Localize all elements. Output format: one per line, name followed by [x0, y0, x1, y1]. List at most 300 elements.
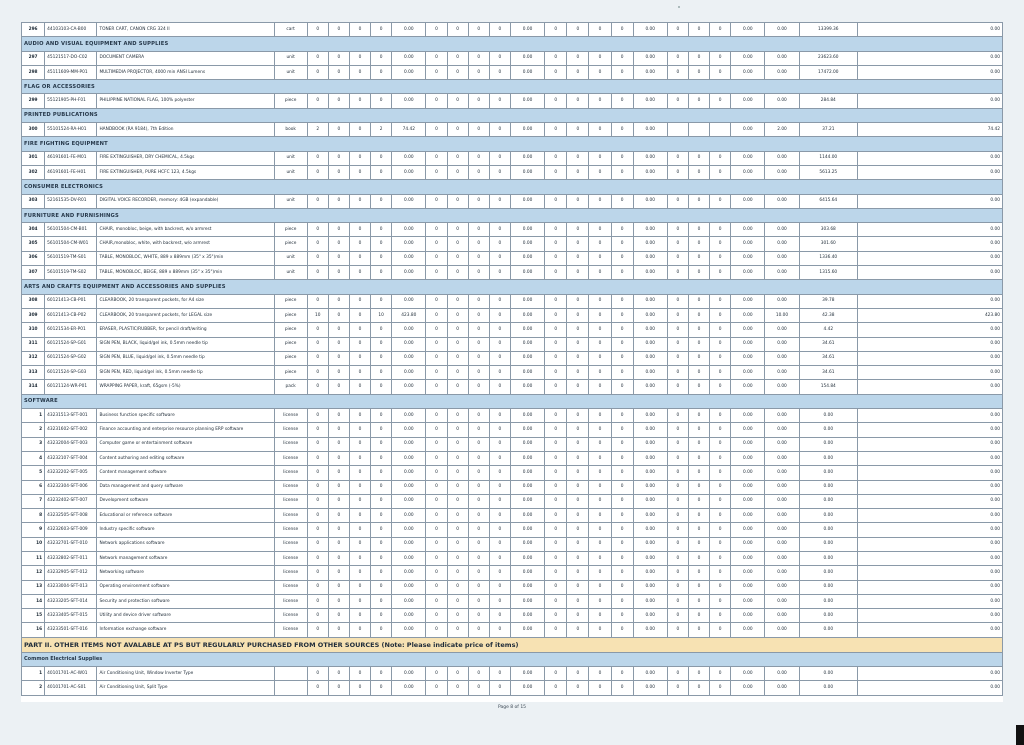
value-cell: 0	[545, 251, 567, 265]
value-cell: 0	[710, 409, 731, 423]
value-cell: 0	[426, 594, 447, 608]
value-cell: 0	[589, 223, 611, 237]
value-cell: 0	[328, 123, 349, 137]
value-cell: 0	[307, 366, 328, 380]
value-cell: 0	[567, 494, 589, 508]
value-cell: 0	[589, 451, 611, 465]
item-code-cell: 43233501-SFT-016	[45, 623, 97, 637]
value-cell: 0.00	[392, 380, 426, 394]
value-cell: 0	[426, 466, 447, 480]
item-number-cell: 308	[22, 294, 45, 308]
total-amount-cell: 0.00	[857, 65, 1002, 79]
value-cell: 0	[611, 23, 633, 37]
value-cell: 0	[688, 337, 709, 351]
value-cell: 0	[545, 523, 567, 537]
value-cell: 0.00	[392, 194, 426, 208]
value-cell: 0	[447, 237, 468, 251]
value-cell: 0	[371, 194, 392, 208]
item-description-cell: Network applications software	[97, 537, 274, 551]
value-cell: 0	[468, 366, 489, 380]
value-cell: 0	[371, 366, 392, 380]
value-cell: 0	[349, 223, 370, 237]
value-cell: 0	[710, 194, 731, 208]
value-cell: 0	[688, 308, 709, 322]
value-cell: 0	[489, 537, 510, 551]
value-cell: 0.00	[510, 609, 544, 623]
table-row	[22, 681, 1003, 695]
value-cell: 0.00	[765, 623, 799, 637]
value-cell: 0	[426, 451, 447, 465]
table-row	[22, 237, 1003, 251]
value-cell: 0	[545, 351, 567, 365]
value-cell: 0	[447, 351, 468, 365]
value-cell: 1336.40	[799, 251, 857, 265]
value-cell: 0	[489, 323, 510, 337]
value-cell: 0	[710, 623, 731, 637]
unit-cell: unit	[274, 266, 307, 280]
value-cell: 0	[545, 580, 567, 594]
value-cell: 0.00	[633, 494, 667, 508]
item-code-cell: 60121413-CB-P01	[45, 294, 97, 308]
value-cell: 0	[611, 451, 633, 465]
value-cell: 39.78	[799, 294, 857, 308]
value-cell: 0	[489, 23, 510, 37]
value-cell: 0	[667, 466, 688, 480]
value-cell: 0	[688, 566, 709, 580]
value-cell: 0.00	[633, 94, 667, 108]
item-description-cell: Information exchange software	[97, 623, 274, 637]
item-description-cell: Networking software	[97, 566, 274, 580]
unit-cell: unit	[274, 251, 307, 265]
value-cell: 0	[371, 681, 392, 695]
value-cell: 0	[468, 308, 489, 322]
value-cell: 0	[468, 65, 489, 79]
value-cell: 0	[589, 494, 611, 508]
value-cell: 0	[567, 509, 589, 523]
value-cell: 0	[328, 94, 349, 108]
value-cell: 0	[489, 380, 510, 394]
value-cell: 0.00	[799, 551, 857, 565]
value-cell: 0.00	[799, 466, 857, 480]
value-cell: 0	[489, 237, 510, 251]
value-cell: 0	[667, 494, 688, 508]
value-cell: 0	[545, 466, 567, 480]
item-code-cell: 43233004-SFT-013	[45, 580, 97, 594]
value-cell: 0	[307, 223, 328, 237]
table-row	[22, 409, 1003, 423]
value-cell: 0	[667, 437, 688, 451]
value-cell: 23623.60	[799, 51, 857, 65]
value-cell: 0.00	[765, 237, 799, 251]
item-description-cell: Industry specific software	[97, 523, 274, 537]
value-cell: 0	[349, 551, 370, 565]
value-cell: 0	[447, 94, 468, 108]
value-cell: 0	[667, 51, 688, 65]
value-cell: 0	[545, 151, 567, 165]
value-cell: 0	[426, 123, 447, 137]
value-cell: 0.00	[510, 409, 544, 423]
value-cell: 0	[710, 609, 731, 623]
value-cell: 0	[371, 294, 392, 308]
scan-speck	[678, 6, 680, 8]
value-cell: 0.00	[765, 609, 799, 623]
total-amount-cell: 0.00	[857, 594, 1002, 608]
value-cell: 0.00	[633, 294, 667, 308]
value-cell: 0.00	[731, 551, 765, 565]
value-cell: 0	[589, 681, 611, 695]
value-cell: 0	[545, 51, 567, 65]
category-row	[22, 137, 1003, 151]
value-cell: 0	[567, 466, 589, 480]
item-number-cell: 13	[22, 580, 45, 594]
value-cell: 0	[688, 494, 709, 508]
value-cell: 0	[307, 151, 328, 165]
value-cell: 0.00	[510, 366, 544, 380]
value-cell: 0.00	[765, 94, 799, 108]
value-cell	[710, 123, 731, 137]
item-number-cell: 301	[22, 151, 45, 165]
value-cell: 0	[611, 681, 633, 695]
table-row	[22, 323, 1003, 337]
value-cell: 0.00	[392, 366, 426, 380]
value-cell: 2	[371, 123, 392, 137]
value-cell: 0	[589, 537, 611, 551]
total-amount-cell: 0.00	[857, 151, 1002, 165]
category-label: CONSUMER ELECTRONICS	[22, 180, 1003, 194]
item-description-cell: Finance accounting and enterprise resource planning ERP software	[97, 423, 274, 437]
value-cell: 0.00	[765, 509, 799, 523]
value-cell: 0	[349, 94, 370, 108]
value-cell: 0	[688, 409, 709, 423]
item-code-cell: 56101519-TM-S01	[45, 251, 97, 265]
item-code-cell: 43232603-SFT-009	[45, 523, 97, 537]
value-cell: 0	[688, 380, 709, 394]
item-number-cell: 2	[22, 681, 45, 695]
value-cell: 0	[349, 237, 370, 251]
value-cell: 0	[468, 409, 489, 423]
value-cell: 0	[307, 551, 328, 565]
total-amount-cell: 0.00	[857, 466, 1002, 480]
value-cell: 0	[426, 294, 447, 308]
total-amount-cell: 0.00	[857, 509, 1002, 523]
value-cell: 0.00	[799, 609, 857, 623]
value-cell: 0.00	[765, 151, 799, 165]
total-amount-cell: 0.00	[857, 480, 1002, 494]
value-cell: 0	[468, 380, 489, 394]
value-cell: 0	[307, 509, 328, 523]
value-cell: 0	[589, 94, 611, 108]
value-cell: 0	[589, 308, 611, 322]
value-cell: 0.00	[392, 466, 426, 480]
value-cell: 0	[447, 151, 468, 165]
value-cell: 0.00	[633, 51, 667, 65]
item-number-cell: 9	[22, 523, 45, 537]
value-cell: 0	[371, 409, 392, 423]
value-cell: 0.00	[799, 681, 857, 695]
value-cell: 0	[307, 165, 328, 179]
value-cell: 0	[468, 523, 489, 537]
value-cell: 0	[468, 437, 489, 451]
value-cell: 0	[307, 423, 328, 437]
value-cell: 0.00	[765, 537, 799, 551]
value-cell: 0	[667, 609, 688, 623]
value-cell: 0.00	[731, 65, 765, 79]
value-cell: 0.00	[633, 351, 667, 365]
value-cell: 0	[567, 366, 589, 380]
value-cell: 0	[468, 294, 489, 308]
value-cell: 0	[349, 480, 370, 494]
value-cell: 0	[328, 437, 349, 451]
value-cell: 0	[426, 351, 447, 365]
value-cell: 0	[589, 351, 611, 365]
item-number-cell: 1	[22, 667, 45, 681]
total-amount-cell: 423.80	[857, 308, 1002, 322]
value-cell: 0.00	[392, 451, 426, 465]
value-cell: 0.00	[765, 366, 799, 380]
value-cell: 0.00	[510, 65, 544, 79]
total-amount-cell: 0.00	[857, 580, 1002, 594]
value-cell: 0	[611, 308, 633, 322]
value-cell: 0	[611, 123, 633, 137]
item-number-cell: 1	[22, 409, 45, 423]
value-cell: 284.84	[799, 94, 857, 108]
value-cell: 0	[349, 609, 370, 623]
value-cell: 0	[328, 366, 349, 380]
value-cell: 0.00	[392, 323, 426, 337]
value-cell: 0	[468, 23, 489, 37]
value-cell: 0	[468, 623, 489, 637]
value-cell: 0	[589, 466, 611, 480]
value-cell: 0.00	[510, 623, 544, 637]
value-cell: 0	[688, 151, 709, 165]
item-code-cell: 60121124-WR-P01	[45, 380, 97, 394]
table-row	[22, 251, 1003, 265]
unit-cell: pack	[274, 380, 307, 394]
table-row	[22, 494, 1003, 508]
value-cell: 0.00	[510, 94, 544, 108]
value-cell: 10.00	[765, 308, 799, 322]
value-cell: 0	[611, 667, 633, 681]
value-cell: 0	[667, 323, 688, 337]
value-cell: 0.00	[765, 566, 799, 580]
value-cell: 0	[349, 380, 370, 394]
value-cell: 0	[611, 366, 633, 380]
item-number-cell: 7	[22, 494, 45, 508]
page-number: Page 8 of 15	[497, 705, 527, 710]
unit-cell	[274, 667, 307, 681]
value-cell: 0.00	[392, 523, 426, 537]
value-cell: 0	[567, 409, 589, 423]
value-cell: 0.00	[731, 409, 765, 423]
value-cell: 0	[371, 551, 392, 565]
value-cell: 0	[468, 165, 489, 179]
value-cell: 0.00	[765, 65, 799, 79]
value-cell: 0	[349, 65, 370, 79]
value-cell: 0.00	[765, 409, 799, 423]
item-description-cell: CLEARBOOK, 20 transparent pockets, for A4 size	[97, 294, 274, 308]
value-cell: 0	[307, 337, 328, 351]
item-number-cell: 303	[22, 194, 45, 208]
value-cell: 0.00	[510, 323, 544, 337]
value-cell: 0.00	[633, 480, 667, 494]
value-cell: 0	[328, 494, 349, 508]
value-cell: 0	[371, 423, 392, 437]
value-cell: 0	[468, 251, 489, 265]
item-description-cell: SIGN PEN, BLUE, liquid/gel ink, 0.5mm needle tip	[97, 351, 274, 365]
value-cell: 0	[489, 194, 510, 208]
value-cell: 0	[688, 594, 709, 608]
value-cell: 0	[710, 537, 731, 551]
value-cell: 0	[426, 681, 447, 695]
value-cell: 0	[489, 623, 510, 637]
value-cell: 0	[371, 437, 392, 451]
value-cell: 0	[667, 623, 688, 637]
value-cell: 0	[567, 451, 589, 465]
value-cell: 0	[589, 123, 611, 137]
value-cell: 37.21	[799, 123, 857, 137]
value-cell: 0	[426, 51, 447, 65]
value-cell: 0	[567, 480, 589, 494]
item-description-cell: Security and protection software	[97, 594, 274, 608]
value-cell: 0.00	[731, 251, 765, 265]
unit-cell: license	[274, 437, 307, 451]
category-label: FIRE FIGHTING EQUIPMENT	[22, 137, 1003, 151]
value-cell: 0	[589, 323, 611, 337]
value-cell: 0	[710, 65, 731, 79]
value-cell: 0	[688, 437, 709, 451]
value-cell: 0	[307, 323, 328, 337]
value-cell: 2.00	[765, 123, 799, 137]
value-cell: 0	[489, 151, 510, 165]
table-row	[22, 308, 1003, 322]
value-cell: 0	[611, 323, 633, 337]
unit-cell: unit	[274, 165, 307, 179]
value-cell: 0.00	[510, 308, 544, 322]
item-code-cell: 43232304-SFT-006	[45, 480, 97, 494]
unit-cell: license	[274, 594, 307, 608]
value-cell: 0	[710, 667, 731, 681]
category-row	[22, 80, 1003, 94]
value-cell: 0.00	[799, 623, 857, 637]
value-cell: 0.00	[510, 251, 544, 265]
unit-cell	[274, 681, 307, 695]
item-description-cell: WRAPPING PAPER, kraft, 65gsm (-5%)	[97, 380, 274, 394]
value-cell: 0.00	[731, 237, 765, 251]
value-cell: 0	[567, 51, 589, 65]
value-cell: 0	[667, 423, 688, 437]
value-cell: 0	[589, 151, 611, 165]
value-cell: 0	[468, 423, 489, 437]
value-cell: 0	[545, 480, 567, 494]
value-cell: 0	[349, 337, 370, 351]
value-cell: 0.00	[731, 165, 765, 179]
total-amount-cell: 0.00	[857, 351, 1002, 365]
value-cell: 423.80	[392, 308, 426, 322]
value-cell: 0	[468, 480, 489, 494]
value-cell: 0	[468, 681, 489, 695]
value-cell: 0.00	[799, 494, 857, 508]
value-cell: 0.00	[510, 294, 544, 308]
value-cell: 154.84	[799, 380, 857, 394]
value-cell: 0	[426, 380, 447, 394]
value-cell: 0	[667, 223, 688, 237]
value-cell: 0.00	[799, 451, 857, 465]
value-cell: 0	[426, 323, 447, 337]
value-cell: 0.00	[510, 23, 544, 37]
value-cell: 0	[307, 294, 328, 308]
value-cell: 0	[567, 437, 589, 451]
value-cell: 0	[710, 94, 731, 108]
item-code-cell: 46191601-FE-H01	[45, 165, 97, 179]
value-cell: 0	[328, 566, 349, 580]
value-cell: 0.00	[392, 23, 426, 37]
value-cell: 0	[426, 437, 447, 451]
value-cell: 0	[349, 523, 370, 537]
value-cell: 0	[447, 223, 468, 237]
value-cell: 0	[567, 609, 589, 623]
value-cell: 0	[667, 667, 688, 681]
item-number-cell: 10	[22, 537, 45, 551]
value-cell: 0	[468, 51, 489, 65]
value-cell: 0	[371, 23, 392, 37]
value-cell: 0	[589, 594, 611, 608]
value-cell: 0.00	[510, 351, 544, 365]
unit-cell: license	[274, 551, 307, 565]
value-cell: 0	[611, 194, 633, 208]
value-cell: 0	[468, 451, 489, 465]
item-description-cell: TABLE, MONOBLOC, BEIGE, 889 x 889mm (35" x 35")min	[97, 266, 274, 280]
item-code-cell: 43232505-SFT-008	[45, 509, 97, 523]
unit-cell: unit	[274, 65, 307, 79]
value-cell: 0.00	[633, 165, 667, 179]
unit-cell: license	[274, 466, 307, 480]
value-cell: 0	[589, 480, 611, 494]
value-cell: 0.00	[510, 165, 544, 179]
value-cell: 0	[688, 423, 709, 437]
value-cell: 0	[567, 681, 589, 695]
value-cell: 0	[426, 480, 447, 494]
value-cell: 34.61	[799, 366, 857, 380]
value-cell: 0	[307, 466, 328, 480]
item-code-cell: 40101701-AC-S01	[45, 681, 97, 695]
value-cell: 0	[710, 494, 731, 508]
value-cell: 0.00	[731, 509, 765, 523]
value-cell: 0.00	[392, 51, 426, 65]
value-cell: 0	[710, 323, 731, 337]
item-number-cell: 6	[22, 480, 45, 494]
value-cell: 0	[349, 266, 370, 280]
item-description-cell: CHAIR, monobloc, beige, with backrest, w/o armrest	[97, 223, 274, 237]
item-code-cell: 43232802-SFT-011	[45, 551, 97, 565]
value-cell: 0.00	[765, 337, 799, 351]
value-cell: 0.00	[392, 667, 426, 681]
value-cell: 0	[611, 380, 633, 394]
total-amount-cell: 0.00	[857, 165, 1002, 179]
item-code-cell: 43232107-SFT-004	[45, 451, 97, 465]
value-cell: 0	[447, 308, 468, 322]
value-cell: 0	[611, 223, 633, 237]
value-cell: 0	[447, 466, 468, 480]
table-row	[22, 65, 1003, 79]
value-cell: 0	[710, 294, 731, 308]
item-number-cell: 302	[22, 165, 45, 179]
total-amount-cell: 0.00	[857, 667, 1002, 681]
value-cell: 0.00	[731, 537, 765, 551]
value-cell: 0.00	[633, 594, 667, 608]
value-cell: 0.00	[633, 409, 667, 423]
category-label: PRINTED PUBLICATIONS	[22, 108, 1003, 122]
total-amount-cell: 0.00	[857, 681, 1002, 695]
